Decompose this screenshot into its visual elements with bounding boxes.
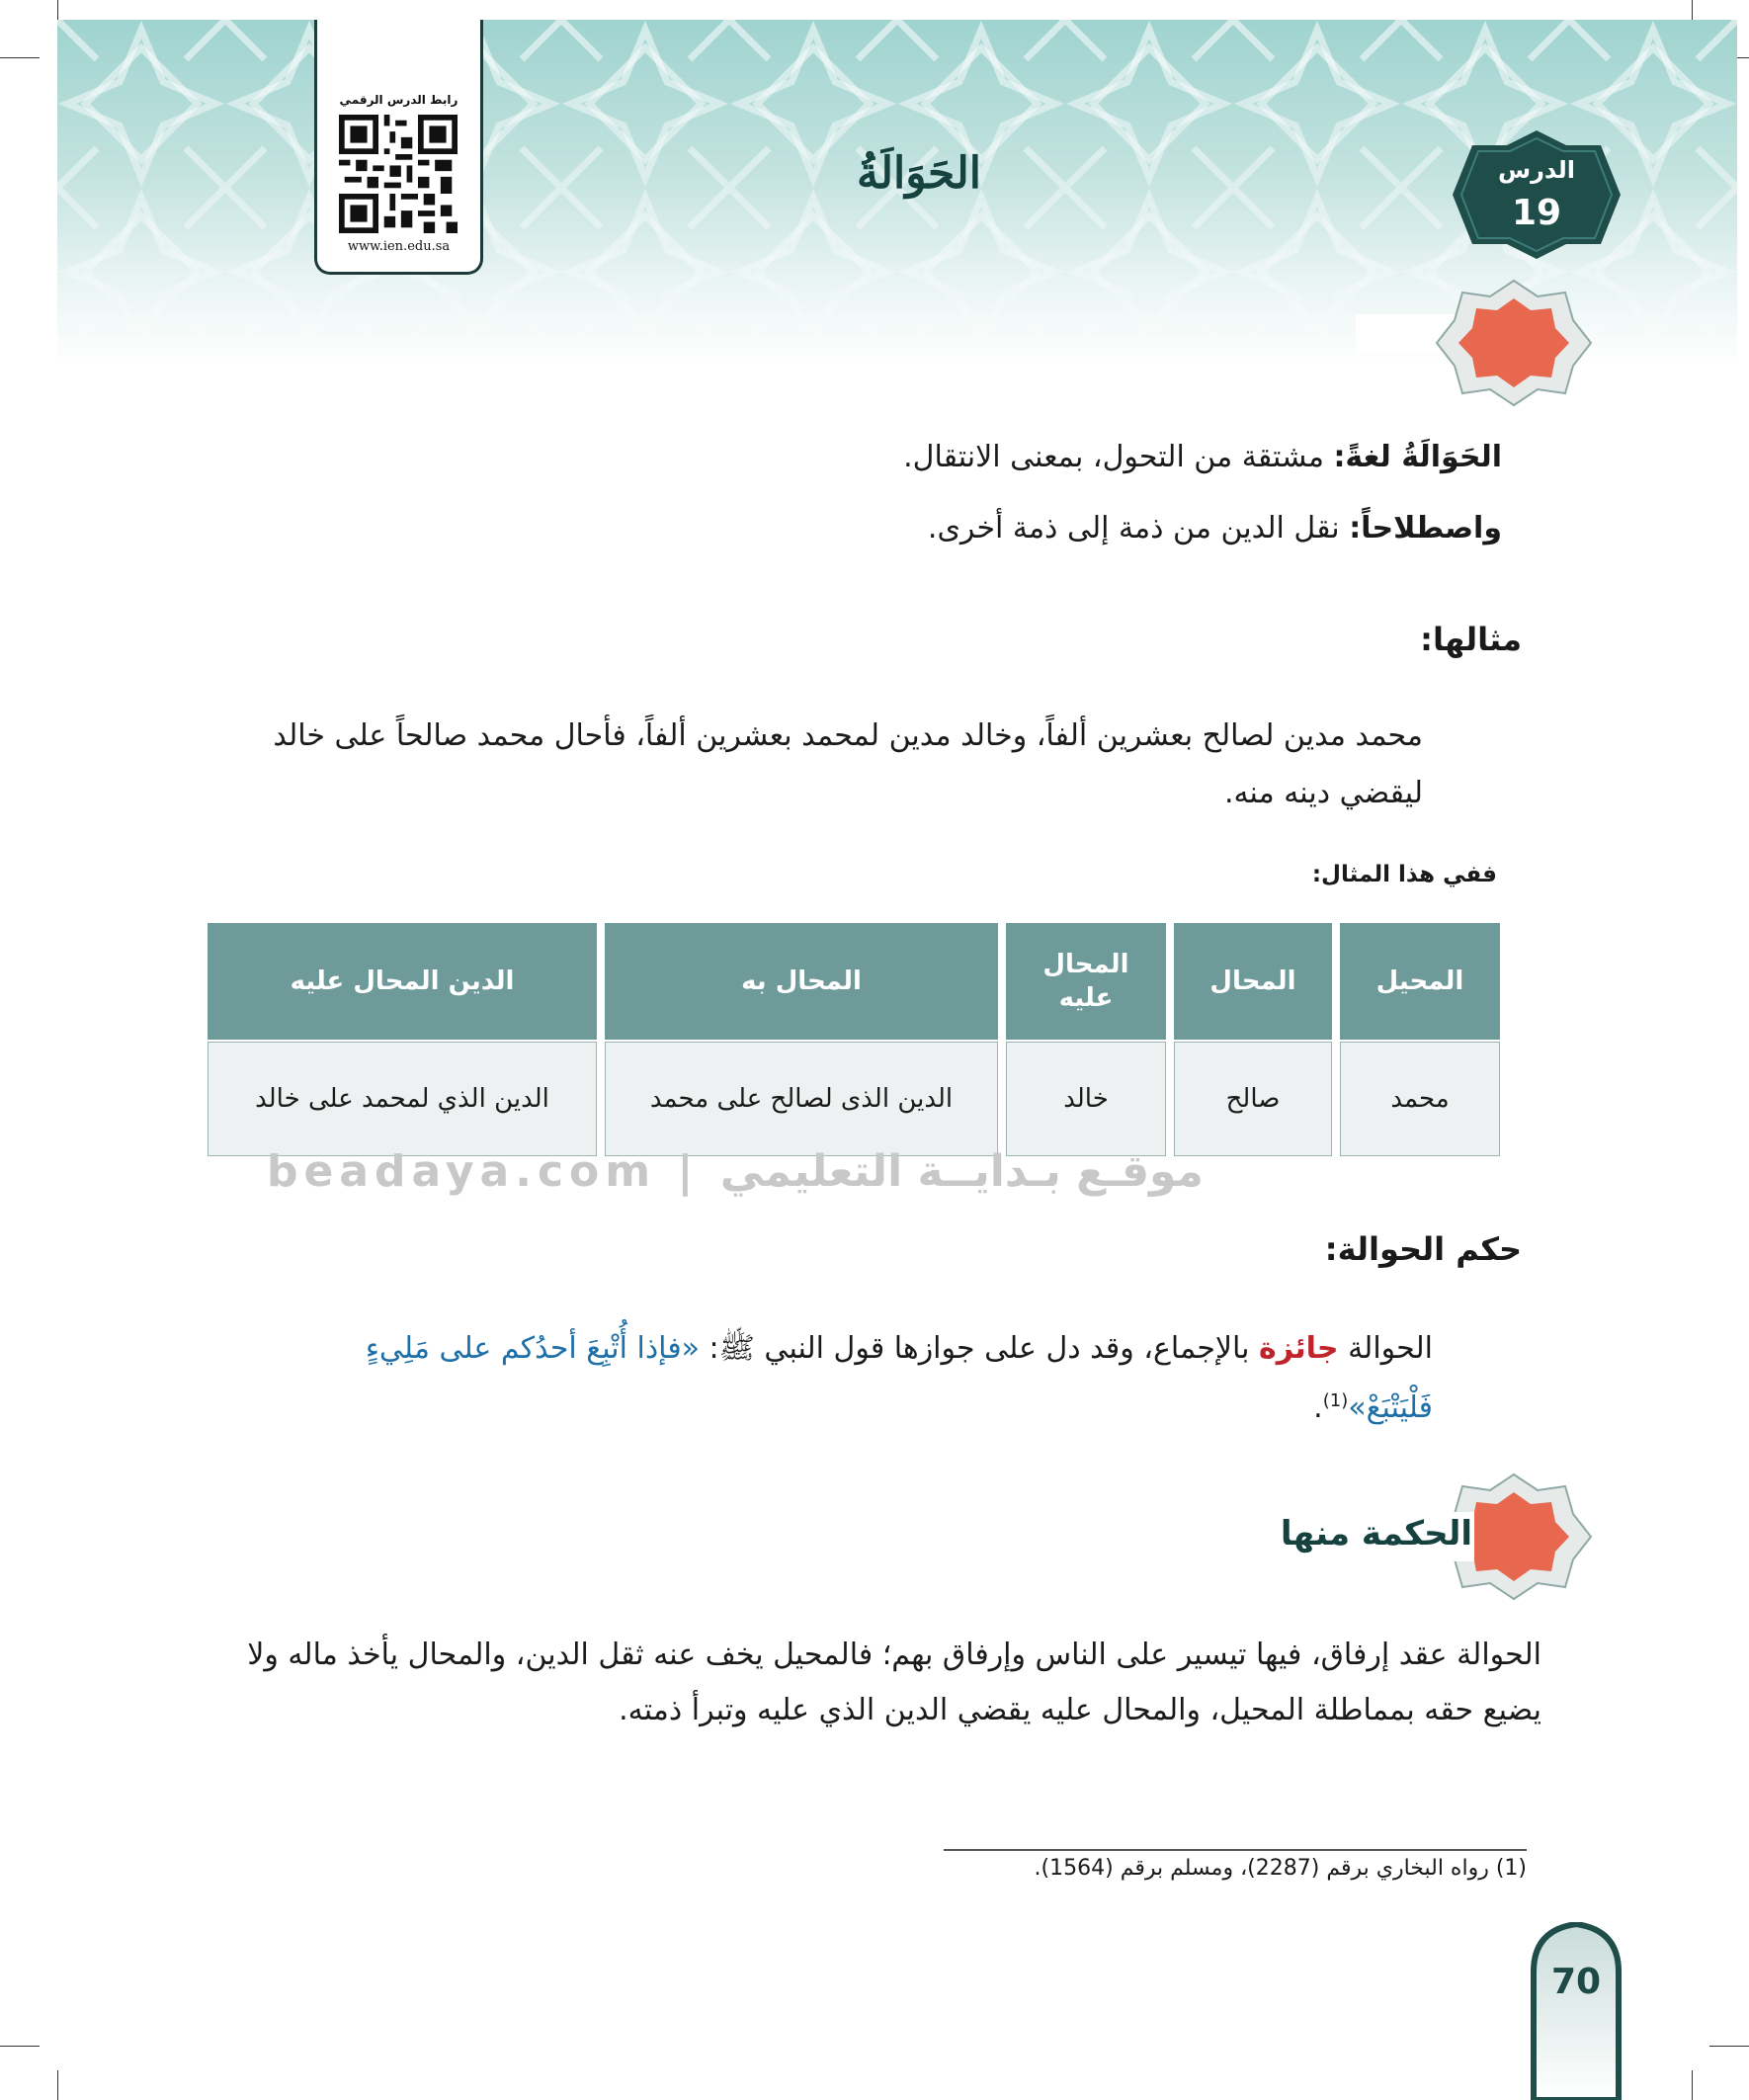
wisdom-heading: الحكمة منها	[1280, 1514, 1472, 1554]
definition-language	[494, 435, 1502, 480]
crop-mark	[57, 0, 58, 20]
definition-term-text: نقل الدين من ذمة إلى ذمة أخرى.	[927, 511, 1350, 546]
example-line-1: محمد مدين لصالح بعشرين ألفاً، وخالد مدين لمحمد بعشرين ألفاً، فأحال محمد صالحاً على خالد	[273, 718, 1423, 753]
definition-term-term: واصطلاحاً:	[1349, 511, 1502, 546]
page-number: 70	[1550, 1962, 1602, 2002]
crop-mark	[0, 2046, 40, 2047]
definition-term	[494, 506, 1502, 551]
wisdom-line-2: يضيع حقه بمماطلة المحيل، والمحال عليه يقضي الدين الذي عليه وتبرأ ذمته.	[619, 1693, 1541, 1727]
wisdom-line-1: الحوالة عقد إرفاق، فيها تيسير على الناس وإرفاق بهم؛ فالمحيل يخف عنه ثقل الدين، والمحال يأخذ ماله ولا	[247, 1638, 1541, 1672]
footnote-ref[interactable]: (1)	[1322, 1390, 1349, 1411]
hadith-text-end: فَلْيَتْبَعْ»	[1348, 1390, 1433, 1425]
octagon-star-icon	[1435, 279, 1593, 407]
crop-mark	[1692, 0, 1693, 20]
page-number-tab	[1530, 1922, 1623, 2100]
crop-mark	[57, 2070, 58, 2100]
table-header: المحيل	[1340, 923, 1500, 1040]
lesson-number: 19	[1511, 193, 1562, 233]
table-intro: ففي هذا المثال:	[1311, 862, 1497, 887]
ruling-highlight: جائزة	[1259, 1331, 1339, 1366]
crop-mark	[0, 57, 40, 58]
qr-label: رابط الدرس الرقمي	[339, 93, 458, 107]
lesson-label: الدرس	[1497, 156, 1576, 184]
example-table	[208, 923, 1500, 1160]
example-heading: مثالها:	[1420, 621, 1522, 658]
footnote: (1) رواه البخاري برقم (2287)، ومسلم برقم (1564).	[1034, 1856, 1527, 1881]
table-cell: محمد	[1340, 1042, 1500, 1156]
page-title: الحَوَالَةُ	[857, 148, 981, 199]
table-header: الدين المحال عليه	[208, 923, 597, 1040]
table-header: المحال	[1174, 923, 1332, 1040]
ruling-line-2	[316, 1379, 1433, 1431]
crop-mark	[1692, 2070, 1693, 2100]
table-cell: الدين الذي لمحمد على خالد	[208, 1042, 597, 1156]
table-header: المحال عليه	[1006, 923, 1166, 1040]
ruling-end: .	[1313, 1390, 1323, 1425]
hadith-text: «فإذا أُتْبِعَ أحدُكم على مَلِيءٍ	[365, 1331, 701, 1366]
watermark: beadaya.com | موقـع بـدايــة التعليمي	[267, 1146, 1204, 1197]
ruling-line-1	[316, 1326, 1433, 1372]
table-cell: خالد	[1006, 1042, 1166, 1156]
table-cell: صالح	[1174, 1042, 1332, 1156]
qr-url[interactable]: www.ien.edu.sa	[347, 239, 451, 254]
example-line-2: ليقضي دينه منه.	[1223, 776, 1423, 810]
crop-mark	[1709, 2046, 1749, 2047]
definition-language-term: الحَوَالَةُ لغةً:	[1333, 440, 1502, 474]
table-cell: الدين الذى لصالح على محمد	[605, 1042, 998, 1156]
definition-language-text: مشتقة من التحول، بمعنى الانتقال.	[903, 440, 1334, 474]
footnote-divider	[944, 1849, 1527, 1851]
ruling-middle: بالإجماع، وقد دل على جوازها قول النبي ﷺ:	[700, 1331, 1260, 1366]
qr-card[interactable]	[314, 20, 483, 275]
ruling-prefix: الحوالة	[1338, 1331, 1433, 1366]
qr-code-icon[interactable]	[339, 115, 458, 233]
ruling-heading: حكم الحوالة:	[1324, 1230, 1522, 1268]
table-header: المحال به	[605, 923, 998, 1040]
